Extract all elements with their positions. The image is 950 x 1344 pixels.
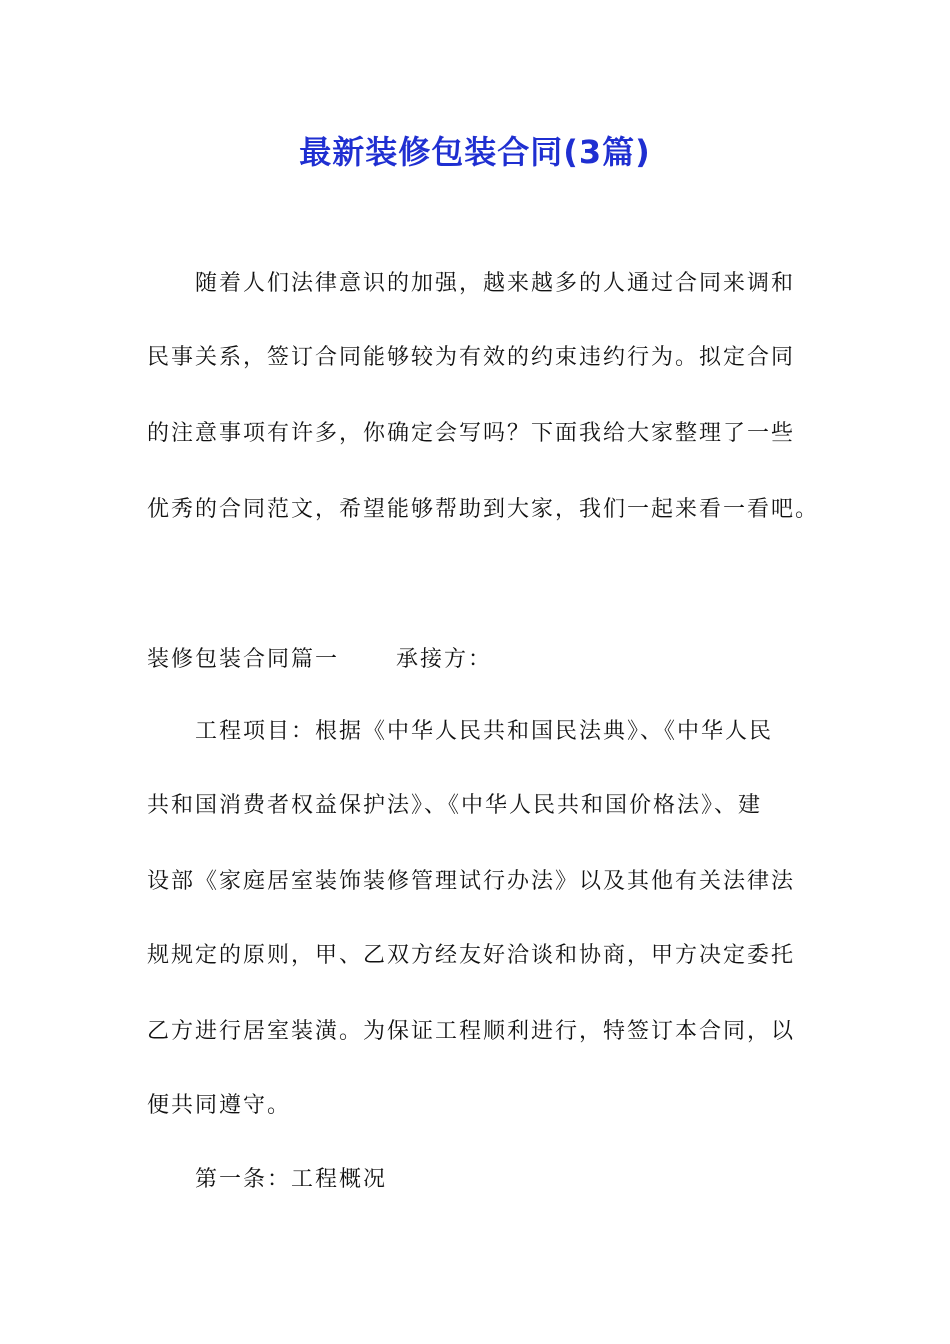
intro-line-4: 优秀的合同范文，希望能够帮助到大家，我们一起来看一看吧。 bbox=[147, 497, 820, 522]
intro-line-3: 的注意事项有许多，你确定会写吗？下面我给大家整理了一些 bbox=[147, 421, 796, 446]
article-heading: 第一条：工程概况 bbox=[195, 1167, 388, 1192]
section-heading: 装修包装合同篇一 承接方： bbox=[147, 647, 492, 672]
body-line-6: 便共同遵守。 bbox=[147, 1093, 292, 1118]
body-line-2: 共和国消费者权益保护法》、《中华人民共和国价格法》、建 bbox=[147, 793, 763, 818]
body-line-3: 设部《家庭居室装饰装修管理试行办法》以及其他有关法律法 bbox=[147, 869, 796, 894]
intro-line-2: 民事关系，签订合同能够较为有效的约束违约行为。拟定合同 bbox=[147, 345, 796, 370]
body-line-5: 乙方进行居室装潢。为保证工程顺利进行，特签订本合同，以 bbox=[147, 1019, 796, 1044]
body-line-1: 工程项目：根据《中华人民共和国民法典》、《中华人民 bbox=[195, 719, 774, 744]
intro-line-1: 随着人们法律意识的加强，越来越多的人通过合同来调和 bbox=[195, 271, 796, 296]
body-line-4: 规规定的原则，甲、乙双方经友好洽谈和协商，甲方决定委托 bbox=[147, 943, 796, 968]
page-title: 最新装修包装合同(3篇) bbox=[299, 133, 651, 171]
